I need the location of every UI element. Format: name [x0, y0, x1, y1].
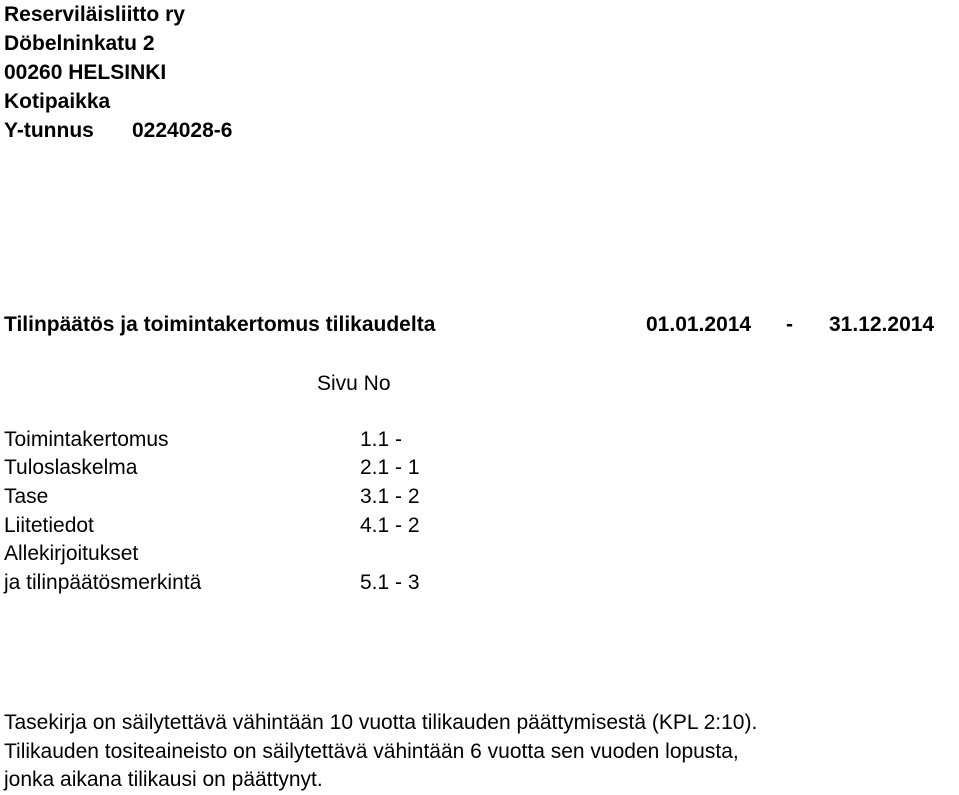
period-end-date: 31.12.2014 — [829, 313, 935, 336]
toc-item-label: Toimintakertomus — [4, 428, 169, 451]
retention-note-line: jonka aikana tilikausi on päättynyt. — [4, 768, 323, 791]
toc-item-label: Tuloslaskelma — [4, 456, 138, 479]
toc-item-page: 3.1 - 2 — [360, 485, 420, 508]
toc-item-label-line2: ja tilinpäätösmerkintä — [4, 571, 202, 594]
retention-note-line: Tilikauden tositeaineisto on säilytettävä vähintään 6 vuotta sen vuoden lopusta, — [4, 740, 739, 763]
period-start-date: 01.01.2014 — [646, 313, 752, 336]
domicile: Kotipaikka — [4, 90, 111, 113]
toc-item-page: 2.1 - 1 — [360, 456, 420, 479]
toc-item-page: 1.1 - — [360, 428, 403, 451]
toc-item-label: Liitetiedot — [4, 514, 94, 537]
toc-item-label: Tase — [4, 485, 49, 508]
street-address: Döbelninkatu 2 — [4, 32, 155, 55]
postal-city: 00260 HELSINKI — [4, 61, 167, 84]
document-title: Tilinpäätös ja toimintakertomus tilikaudelta — [4, 313, 436, 336]
toc-item-label: Allekirjoitukset — [4, 542, 139, 565]
organization-name: Reserviläisliitto ry — [4, 3, 185, 26]
business-id: 0224028-6 — [132, 119, 233, 142]
period-separator: - — [786, 313, 793, 336]
toc-column-header: Sivu No — [317, 372, 391, 395]
business-id-label: Y-tunnus — [4, 119, 94, 142]
toc-item-page: 5.1 - 3 — [360, 571, 420, 594]
toc-item-page: 4.1 - 2 — [360, 514, 420, 537]
retention-note-line: Tasekirja on säilytettävä vähintään 10 vuotta tilikauden päättymisestä (KPL 2:10). — [4, 711, 758, 734]
